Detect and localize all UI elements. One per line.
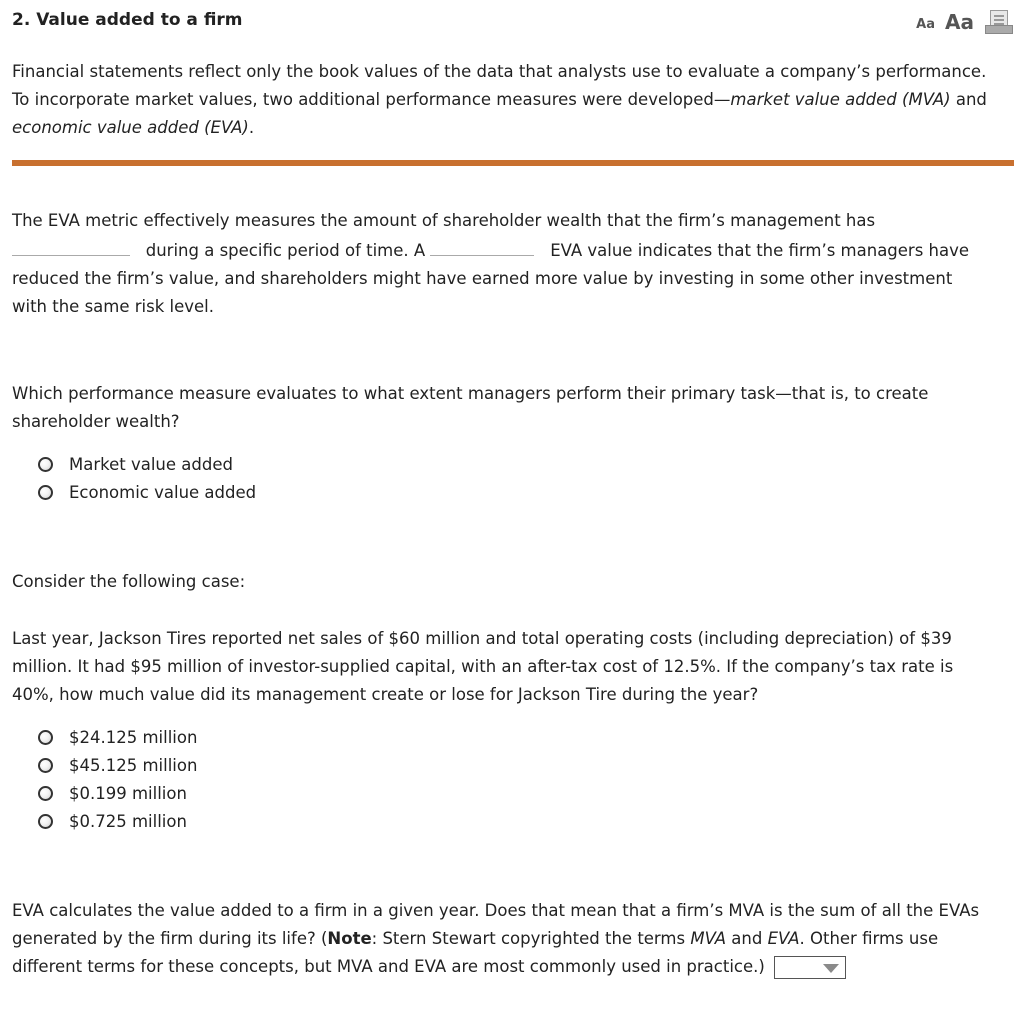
case-options [38, 723, 197, 835]
mva-eva-question: EVA calculates the value added to a firm in a given year. Does that mean that a firm’s MVA is the sum of all the EVAs generated by the firm during its life? (Note: Stern Stewart copyrighted the terms MVA and EVA. Other firms use different terms for these concepts, but MVA and EVA are most commonly used in practice.) [12, 897, 979, 981]
case-paragraph: Last year, Jackson Tires reported net sales of $60 million and total operating costs (including depreciation) of $39 million. It had $95 million of investor-supplied capital, with an after-tax cost of 12.5%. If the company’s tax rate is 40%, how much value did its management create or lose for Jackson Tire during the year? [12, 629, 954, 704]
toolbar [916, 8, 1014, 34]
radio-option[interactable]: $45.125 million [38, 751, 197, 779]
radio-option[interactable]: Market value added [38, 450, 256, 478]
radio-button[interactable] [38, 758, 53, 773]
decrease-font-button[interactable]: Aa [916, 17, 936, 32]
blank-input-2[interactable] [430, 235, 534, 256]
radio-option[interactable]: $0.725 million [38, 807, 197, 835]
answer-dropdown[interactable] [774, 956, 846, 979]
performance-measure-options [38, 450, 256, 506]
radio-option[interactable]: $0.199 million [38, 779, 197, 807]
intro-paragraph: Financial statements reflect only the book values of the data that analysts use to evaluate a company’s performance. To incorporate market values, two additional performance measures were developed—market value added (MVA) and economic value added (EVA). [12, 62, 987, 137]
chevron-down-icon [823, 964, 839, 973]
radio-button[interactable] [38, 814, 53, 829]
print-icon[interactable] [984, 8, 1014, 34]
performance-measure-question: Which performance measure evaluates to what extent managers perform their primary task—that is, to create shareholder wealth? [12, 384, 929, 431]
eva-question-paragraph: The EVA metric effectively measures the amount of shareholder wealth that the firm’s management has during a specific period of time. A EVA value indicates that the firm’s managers have reduced the firm’s value, and shareholders might have earned more value by investing in some other investment with the same risk level. [12, 211, 970, 316]
case-heading: Consider the following case: [12, 572, 246, 591]
radio-button[interactable] [38, 457, 53, 472]
question-title: 2. Value added to a firm [12, 10, 243, 30]
blank-input-1[interactable] [12, 235, 130, 256]
radio-option[interactable]: Economic value added [38, 478, 256, 506]
section-divider [12, 160, 1014, 166]
radio-option[interactable]: $24.125 million [38, 723, 197, 751]
radio-button[interactable] [38, 485, 53, 500]
radio-button[interactable] [38, 730, 53, 745]
radio-button[interactable] [38, 786, 53, 801]
increase-font-button[interactable]: Aa [945, 10, 974, 34]
